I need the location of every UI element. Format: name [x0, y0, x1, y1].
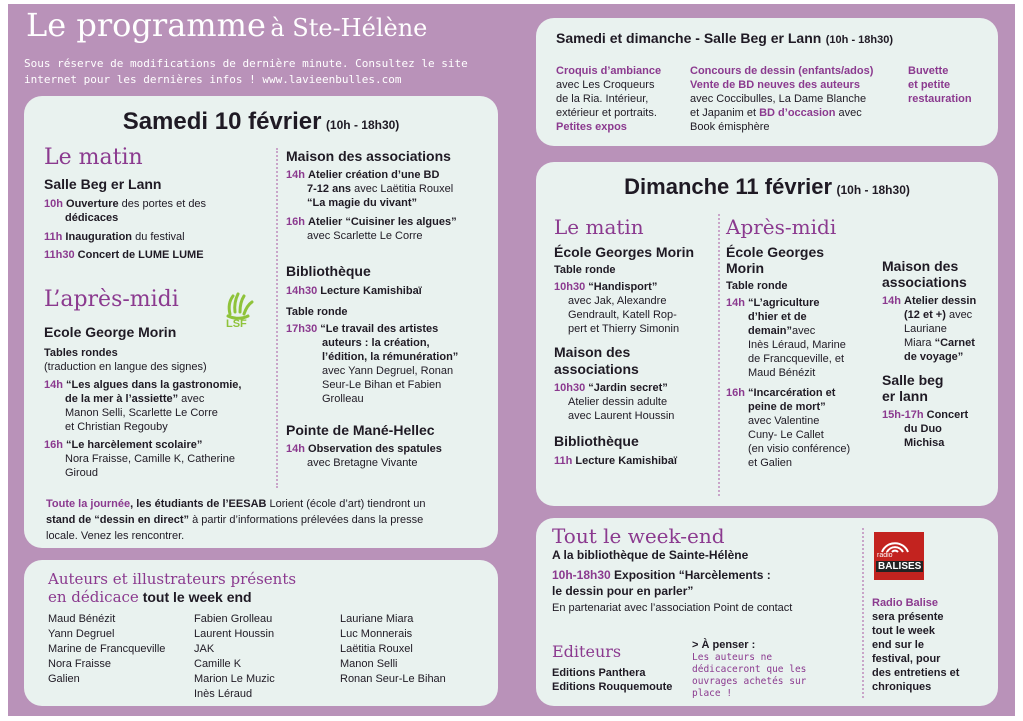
header-note: Sous réserve de modifications de dernière minute. Consultez le site internet pour les dernières infos ! www.lavieenbulles.com	[24, 57, 468, 86]
divider	[718, 214, 720, 496]
sunday-title: Dimanche 11 février (10h - 18h30)	[624, 174, 910, 199]
saturday-card: Samedi 10 février (10h - 18h30) Le matin Salle Beg er Lann 10h Ouverture des portes et des dédicaces 11h Inauguration du festival 11h30 Concert de LUME LUME L’après-midi LSF Ecole George Morin Tables rondes (traduction en langue des signes) 14h “Les algues dans la gastronomie, de la mer à l’assiette” avec Manon Selli, Scarlette Le Corre et Christian Regouby 16h “Le harcèlement scolaire” Nora Fraisse, Camille K, Catherine Giroud Maison des associations 14h Atelier création d’une BD 7-12 ans avec Laëtitia Rouxel “La magie du vivant” 16h Atelier “Cuisiner les algues” avec Scarlette Le Corre Bibliothèque 14h30 Lecture Kamishibaï Table ronde 17h30 “Le travail des artistes auteurs : la création, l’édition, la rémunération” avec Yann Degruel, Ronan Seur-Le Bihan et Fabien Grolleau Pointe de Mané-Hellec 14h Observation des spatules avec Bretagne Vivante Toute la journée, les étudiants de l’EESAB Lorient (école d’art) tiendront un stand de “dessin en direct” à partir d’informations prélevées dans la presse locale. Venez les rencontrer.	[24, 96, 498, 548]
event-harcelement: 16h “Le harcèlement scolaire” Nora Fraisse, Camille K, Catherine Giroud	[44, 439, 235, 479]
reminder-title: > À penser :	[692, 639, 756, 651]
event-carnet-voyage: 14h Atelier dessin (12 et +) avec Lauriane Miara “Carnet de voyage”	[882, 295, 977, 363]
authors-col-3: Lauriane Miara Luc Monnerais Laëtitia Rouxel Manon Selli Ronan Seur-Le Bihan	[340, 613, 446, 685]
weekend-activities-card	[536, 18, 998, 146]
editors-heading: Editeurs	[552, 642, 622, 661]
saturday-afternoon-heading: L’après-midi	[44, 287, 179, 312]
venue-name: Salle Beg er Lann	[44, 176, 162, 192]
saturday-title: Samedi 10 février (10h - 18h30)	[122, 108, 400, 135]
venue-name: École Georges Morin	[726, 244, 825, 276]
venue-name: Salle beg er lann	[882, 372, 944, 404]
weekend-col-concours: Concours de dessin (enfants/ados) Vente de BD neuves des auteurs avec Coccibulles, La Dame Blanche et Japanim et BD d’occasion avec Book émisphère	[690, 65, 874, 133]
sign-language-icon: LSF	[222, 290, 258, 330]
sunday-card: Dimanche 11 février (10h - 18h30) Le matin École Georges Morin Table ronde 10h30 “Handisport” avec Jak, Alexandre Gendrault, Katell Rop- pert et Thierry Simonin Maison des associations 10h30 “Jardin secret” Atelier dessin adulte avec Laurent Houssin Bibliothèque 11h Lecture Kamishibaï Après-midi École Georges Morin Table ronde 14h “L’agriculture d’hier et de demain”avec Inès Léraud, Marine de Francqueville, et Maud Bénézit 16h “Incarcération et peine de mort” avec Valentine Cuny- Le Callet (en visio conférence) et Galien Maison des associations 14h Atelier dessin (12 et +) avec Lauriane Miara “Carnet de voyage” Salle beg er lann 15h-17h Concert du Duo Michisa	[536, 162, 998, 506]
allday-note: Toute la journée, les étudiants de l’EESAB Lorient (école d’art) tiendront un stand de “dessin en direct” à partir d’informations prélevées dans la presse locale. Venez les rencontrer.	[46, 498, 426, 542]
radio-balise-logo: radio BALISES	[874, 532, 924, 580]
venue-name: Ecole George Morin	[44, 324, 177, 340]
divider	[276, 148, 278, 488]
event-exposition: 10h-18h30 Exposition “Harcèlements : le dessin pour en parler”	[552, 568, 771, 598]
event-travail-artistes: 17h30 “Le travail des artistes auteurs : la création, l’édition, la rémunération” avec Yann Degruel, Ronan Seur-Le Bihan et Fabien Grolleau	[286, 323, 459, 405]
event-spatules: 14h Observation des spatules avec Bretagne Vivante	[286, 443, 442, 469]
radio-name: Radio Balise	[872, 597, 939, 609]
weekend-title: Samedi et dimanche - Salle Beg er Lann (10h - 18h30)	[556, 30, 894, 46]
venue-name: Maison des associations	[554, 344, 639, 377]
weekend-col-buvette: Buvette et petite restauration	[908, 65, 972, 105]
authors-card	[24, 560, 498, 706]
venue-name: Bibliothèque	[554, 433, 639, 449]
event-concert: 11h30 Concert de LUME LUME	[44, 249, 204, 261]
event-atelier-algues: 16h Atelier “Cuisiner les algues” avec Scarlette Le Corre	[286, 216, 457, 242]
event-jardin-secret: 10h30 “Jardin secret” Atelier dessin adulte avec Laurent Houssin	[554, 382, 675, 422]
sunday-morning-heading: Le matin	[554, 215, 644, 239]
event-atelier-bd: 14h Atelier création d’une BD 7-12 ans avec Laëtitia Rouxel “La magie du vivant”	[286, 169, 454, 209]
sunday-afternoon-heading: Après-midi	[726, 215, 837, 239]
event-handisport: 10h30 “Handisport” avec Jak, Alexandre Gendrault, Katell Rop- pert et Thierry Simonin	[554, 281, 680, 335]
event-ouverture: 10h Ouverture des portes et des dédicaces	[44, 198, 207, 224]
venue-name: École Georges Morin	[554, 244, 695, 260]
authors-heading: Auteurs et illustrateurs présents en dédicace tout le week end	[48, 570, 297, 606]
radio-description: sera présente tout le week end sur le festival, pour des entretiens et chroniques	[872, 611, 960, 693]
venue-name: Maison des associations	[882, 258, 967, 290]
venue-name: Pointe de Mané-Hellec	[286, 422, 435, 438]
weekend-col-croquis: Croquis d’ambiance avec Les Croqueurs de la Ria. Intérieur, extérieur et portraits. Petites expos	[556, 65, 662, 133]
all-weekend-card: Tout le week-end A la bibliothèque de Sainte-Hélène 10h-18h30 Exposition “Harcèlements : le dessin pour en parler” En partenariat avec l’association Point de contact Editeurs Editions Panthera Editions Rouquemoute > À penser : Les auteurs ne dédicaceront que les ouvrages achetés sur place ! radio BALISES Radio Balise sera présente tout le week end sur le festival, pour des entretiens et chroniques	[536, 518, 998, 706]
venue-name: Maison des associations	[286, 148, 451, 164]
authors-col-1: Maud Bénézit Yann Degruel Marine de Francqueville Nora Fraisse Galien	[48, 613, 166, 685]
authors-col-2: Fabien Grolleau Laurent Houssin JAK Camille K Marion Le Muzic Inès Léraud	[194, 613, 275, 700]
all-weekend-heading: Tout le week-end	[552, 524, 725, 548]
page-title: Le programme à Ste-Hélène	[26, 6, 428, 44]
event-incarceration: 16h “Incarcération et peine de mort” avec Valentine Cuny- Le Callet (en visio conférence) et Galien	[726, 387, 851, 469]
reminder-text: Les auteurs ne dédicaceront que les ouvrages achetés sur place !	[692, 652, 807, 699]
event-inauguration: 11h Inauguration du festival	[44, 231, 185, 243]
event-kamishibai: 14h30 Lecture Kamishibaï	[286, 285, 422, 297]
event-kamishibai-sunday: 11h Lecture Kamishibaï	[554, 455, 677, 467]
saturday-morning-heading: Le matin	[44, 145, 143, 170]
event-concert-michisa: 15h-17h Concert du Duo Michisa	[882, 409, 969, 449]
event-algues: 14h “Les algues dans la gastronomie, de la mer à l’assiette” avec Manon Selli, Scarlette Le Corre et Christian Regouby	[44, 379, 242, 433]
event-agriculture: 14h “L’agriculture d’hier et de demain”avec Inès Léraud, Marine de Francqueville, et Maud Bénézit	[726, 297, 846, 379]
divider	[862, 528, 864, 698]
venue-name: Bibliothèque	[286, 263, 371, 279]
program-sheet	[8, 4, 1015, 716]
